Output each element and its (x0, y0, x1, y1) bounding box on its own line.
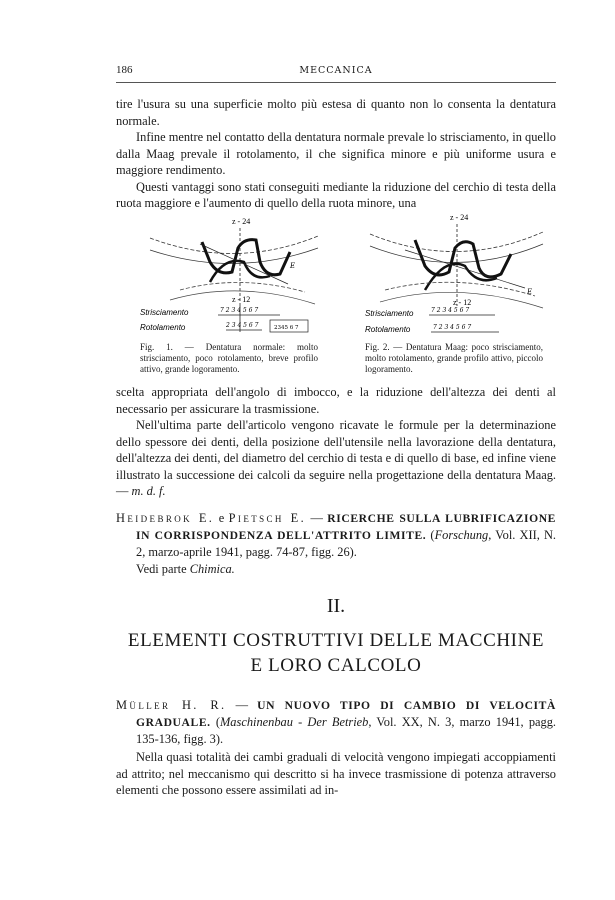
fig2-z-top-label: z - 24 (450, 213, 469, 222)
paragraph: Infine mentre nel contatto della dentatura normale prevale lo strisciamento, in quello dalla Maag prevale il rotolamento, il che significa minore e più uniforme usura e maggiore rendimento. (116, 130, 556, 177)
running-header (116, 60, 556, 83)
fig1-scale-a: 7 2 3 4 5 6 7 (220, 307, 259, 314)
ref-author: Heidebrok E. (116, 511, 215, 525)
fig2-z-bottom-label: z - 12 (453, 298, 472, 307)
ref-journal: Forschung (434, 528, 489, 542)
ref-dash: — (310, 511, 323, 525)
ref-dash: — (235, 698, 249, 712)
figure-1-gear-diagram (140, 212, 320, 337)
fig1-gear-teeth (202, 240, 290, 275)
fig1-pitch-arc (180, 282, 305, 292)
fig2-scale-a: 7 2 3 4 5 6 7 (431, 307, 470, 314)
figure-1-caption: Fig. 1. — Dentatura normale: molto strisciamento, poco rotolamento, breve profilo attivo, grande logoramento. (140, 342, 318, 374)
fig1-scale-b: 2 3 4 5 6 7 (226, 322, 259, 329)
figure-2-caption: Fig. 2. — Dentatura Maag: poco strisciamento, molto rotolamento, grande profilo attivo, piccolo logoramento. (365, 342, 543, 374)
ref-title: RICERCHE SULLA LUBRIFICAZIONE IN CORRISPONDENZA DELL'ATTRITO LIMITE. (136, 512, 557, 542)
figure-2-gear-diagram (365, 210, 545, 338)
ref-author: Pietsch E. (228, 511, 307, 525)
ref-see-also (116, 561, 556, 578)
fig1-strisciamento-label: Strisciamento (140, 308, 189, 317)
section-number: II. (326, 595, 346, 617)
ref-author: Müller H. R. (116, 698, 227, 712)
page-number: 186 (116, 64, 133, 76)
reference-citation: Heidebrok E. e Pietsch E. — RICERCHE SULLA LUBRIFICAZIONE IN CORRISPONDENZA DELL'ATTRITO LIMITE. (Forschung, Vol. XII, N. 2, marzo-aprile 1941, pagg. 74-87, figg. 26). (116, 511, 557, 559)
fig1-z-top-label: z - 24 (232, 217, 251, 226)
paragraph: tire l'usura su una superficie molto più estesa di quanto non lo consenta la dentatura normale. (116, 97, 556, 128)
fig1-box-text: 2345 6 7 (274, 325, 299, 331)
paragraph-body: Nell'ultima parte dell'articolo vengono ricavate le formule per la determinazione dello spessore dei denti, della posizione dell'utensile nella lavorazione della dentatura, dell'altezza dei denti, del diametro del cerchio di testa e di quello di base, ed infine viene illustrato la successione dei calcoli da seguire nella progettazione della dentatura Maag. — (116, 418, 556, 498)
section-title-line: E LORO CALCOLO (250, 655, 422, 676)
mid-text-block (116, 384, 556, 500)
fig1-rotolamento-label: Rotolamento (140, 323, 186, 332)
section-title (116, 628, 556, 678)
fig2-rotolamento-label: Rotolamento (365, 325, 411, 334)
fig2-scale-b: 7 2 3 4 5 6 7 (433, 324, 472, 331)
paragraph: Questi vantaggi sono stati conseguiti mediante la riduzione del cerchio di testa della ruota maggiore e l'aumento di quello della ruota minore, una (116, 179, 556, 210)
reference-entry-1 (116, 510, 556, 578)
fig1-label: E (290, 262, 296, 270)
ref-see-prefix: Vedi parte (136, 562, 187, 576)
paragraph (116, 417, 556, 500)
fig2-label: E (527, 288, 533, 296)
section-title-line: ELEMENTI COSTRUTTIVI DELLE MACCHINE (127, 630, 545, 651)
fig2-strisciamento-label: Strisciamento (365, 309, 414, 318)
reference-citation: Müller H. R. — UN NUOVO TIPO DI CAMBIO DI VELOCITÀ GRADUALE. (Maschinenbau - Der Betrieb, Vol. XX, N. 3, marzo 1941, pagg. 135-136, figg. 3). (116, 698, 556, 746)
fig1-pitch-arc (150, 236, 318, 254)
paragraph: Nella quasi totalità dei cambi graduali di velocità vengono impiegati accoppiamenti ad attrito; nel meccanismo qui descritto si ha invece trasmissione di potenza attraverso elementi che possono essere assimilati ad in- (116, 750, 556, 797)
ref-details: , Vol. XII, N. 2, marzo-aprile 1941, pagg. 74-87, figg. 26). (136, 528, 556, 559)
reference-entry-2 (116, 697, 556, 748)
fig1-z-bottom-label: z - 12 (232, 295, 251, 304)
paragraph: scelta appropriata dell'angolo di imbocco, e la riduzione dell'altezza dei denti al necessario per assicurare la trasmissione. (116, 385, 556, 416)
top-text-block (116, 96, 556, 212)
ref-journal: Maschinenbau - Der Betrieb (219, 715, 369, 729)
fig2-pitch-arc (370, 232, 543, 252)
ref-see-target: Chimica. (189, 562, 235, 576)
final-text-block (116, 749, 556, 799)
ref-conjunction: e (218, 511, 225, 525)
author-signature: m. d. f. (131, 484, 166, 498)
running-title: MECCANICA (299, 65, 373, 76)
ref-details: , Vol. XX, N. 3, marzo 1941, pagg. 135-136, figg. 3). (136, 715, 556, 746)
ref-title: UN NUOVO TIPO DI CAMBIO DI VELOCITÀ GRADUALE. (136, 699, 556, 729)
